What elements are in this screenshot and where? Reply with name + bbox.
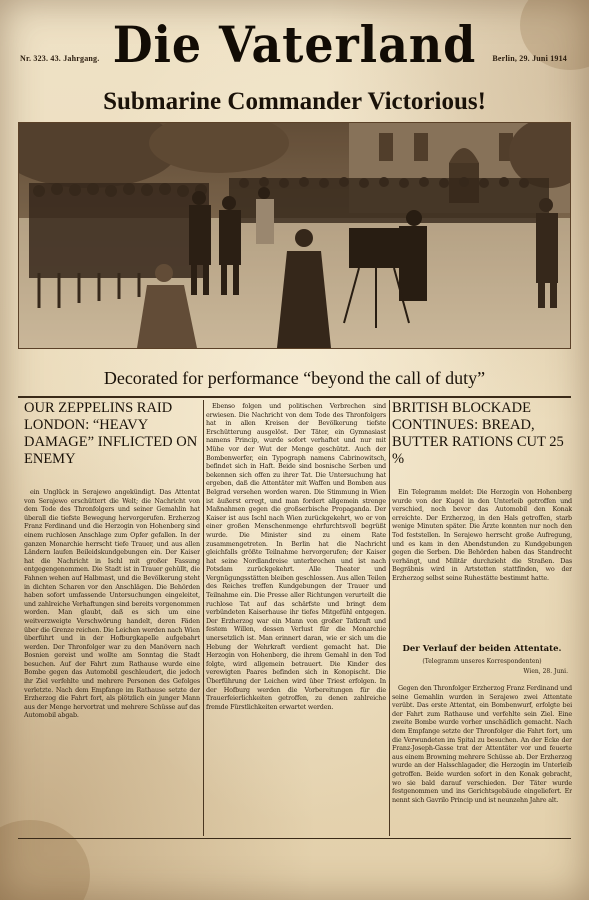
- issue-info: Nr. 323. 43. Jahrgang.: [20, 54, 100, 63]
- subhead-zeppelins: OUR ZEPPELINS RAID LONDON: “HEAVY DAMAGE” INFLICTED ON ENEMY: [24, 400, 198, 467]
- photo-illustration: [19, 123, 570, 348]
- article-column-3-lower: [392, 684, 572, 836]
- subhead-blockade: BRITISH BLOCKADE CONTINUES: BREAD, BUTTER RATIONS CUT 25 %: [392, 400, 564, 467]
- column-divider: [203, 400, 204, 836]
- masthead: [0, 14, 589, 80]
- column-divider: [389, 400, 390, 836]
- main-headline: Submarine Commander Victorious!: [103, 88, 486, 115]
- article-text: ein Unglück in Serajewo angekündigt. Das Attentat von Serajewo erschüttert die Welt; die Nachricht von dem Tode des Thronfolgers und seiner Gemahlin hat überall die tiefste Bewegung hervorgerufen. Erzherzog Franz Ferdinand und die Herzogin von Hohenberg sind einem ruchlosen Anschlage zum Opfer gefallen. In der ganzen Monarchie herrscht tiefe Trauer, und aus allen Ländern laufen Beileidskundgebungen ein. Der Kaiser hat die Nachricht in Ischl mit großer Fassung entgegengenommen. Die Stadt ist in Trauer gehüllt, die Fahnen wehen auf Halbmast, und die Bevölkerung steht in dichten Scharen vor den Anschlägen. Die Behörden haben sofort umfassende Untersuchungen eingeleitet, und zahlreiche Verhaftungen sind bereits vorgenommen worden. Man glaubt, daß es sich um eine weitverzweigte Verschwörung handelt, deren Fäden über die Grenze reichen. Die Leichen werden nach Wien überführt und in der Hofburgkapelle aufgebahrt werden. Der Thronfolger war zu den Manövern nach Bosnien gereist und wollte am Sonntag die Stadt besuchen. Auf der Fahrt zum Rathause wurde eine Bombe gegen das Automobil geschleudert, die jedoch ihr Ziel verfehlte und mehrere Personen des Gefolges verletzte. Nach dem Empfange im Rathause setzte der Erzherzog die Fahrt fort, als plötzlich ein junger Mann aus der Menge hervortrat und mehrere Schüsse auf das Automobil abgab.: [24, 488, 200, 720]
- article-column-2: [206, 402, 386, 836]
- section-divider: [18, 396, 571, 398]
- bottom-rule: [18, 838, 571, 839]
- article-text: Gegen den Thronfolger Erzherzog Franz Ferdinand und seine Gemahlin wurden in Serajewo zwei Attentate verübt. Das erste Attentat, ein Bombenwurf, erfolgte bei der Fahrt zum Rathause und verfehlte sein Ziel. Eine zweite Bombe wurde vorher unschädlich gemacht. Nach dem Empfange setzte der Thronfolger die Fahrt fort, um die Verwundeten im Spital zu besuchen. An der Ecke der Franz-Joseph-Gasse trat der Attentäter vor und feuerte aus einem Browning mehrere Schüsse ab. Der Erzherzog wurde an der Halsschlagader, die Herzogin im Unterleib getroffen. Beide wurden sofort in den Konak gebracht, wo sie bald darauf verschieden. Der Täter wurde festgenommen und ins Gerichtsgebäude eingeliefert. Er nennt sich Gavrilo Princip und ist neunzehn Jahre alt.: [392, 684, 572, 804]
- lead-photo: [18, 122, 571, 349]
- article-column-3: [392, 488, 572, 636]
- article-column-1: [24, 488, 200, 836]
- article-text: Ein Telegramm meldet: Die Herzogin von Hohenberg wurde von der Kugel in den Unterleib getroffen und verschied, noch bevor das Automobil den Konak erreichte. Der Erzherzog, in den Hals getroffen, starb wenige Minuten später. Die Ärzte konnten nur noch den Tod feststellen. In Serajewo herrscht große Aufregung, und es kam in den Abendstunden zu Kundgebungen gegen die Serben. Die Behörden haben das Standrecht verhängt, und Militär durchzieht die Straßen. Das Begräbnis wird in Artstetten stattfinden, wo der Erzherzog selbst seine Ruhestätte bestimmt hatte.: [392, 488, 572, 582]
- date-info: Berlin, 29. Juni 1914: [492, 54, 567, 63]
- article-dateline: Wien, 28. Juni.: [523, 668, 568, 675]
- photo-caption: Decorated for performance “beyond the call of duty”: [103, 368, 486, 388]
- newspaper-title: Die Vaterland: [112, 15, 477, 74]
- article-text: Ebenso folgen und politischen Verbrechen sind erwiesen. Die Nachricht von dem Tode des Thronfolgers hat in allen Kreisen der Bevölkerung tiefste Erschütterung ausgelöst. Der Täter, ein Gymnasiast namens Princip, wurde sofort verhaftet und nur mit Mühe vor der Wut der Menge geschützt. Auch der Bombenwerfer, ein Typograph namens Cabrinowitsch, befindet sich in Haft. Beide sind bosnische Serben und bekennen sich offen zu ihrer Tat. Die Untersuchung hat ergeben, daß die Attentäter mit Waffen und Bomben aus Belgrad versehen worden waren. Die Stimmung in Wien ist äußerst erregt, und man fordert allgemein strenge Maßnahmen gegen die großserbische Propaganda. Der Kaiser ist aus Ischl nach Wien zurückgekehrt, wo er von einer großen Menschenmenge ehrfurchtsvoll begrüßt wurde. Die Minister sind zu einem Rate zusammengetreten. In Berlin hat die Nachricht gleichfalls größte Teilnahme hervorgerufen; der Kaiser hat seine Nordlandreise unterbrochen und ist nach Potsdam zurückgekehrt. Alle Theater und Vergnügungsstätten bleiben geschlossen. Aus allen Teilen des Reiches treffen Kundgebungen der Trauer und Teilnahme ein. Die Presse aller Richtungen verurteilt die ruchlose Tat auf das schärfste und bringt dem verbündeten Kaiserhause ihr tiefes Mitgefühl entgegen. Der Erzherzog war ein Mann von großer Tatkraft und festem Willen, dessen Verlust für die Monarchie unersetzlich ist. Man erinnert daran, wie er sich um die Hebung der Wehrkraft verdient gemacht hat. Die Herzogin von Hohenberg, die ihrem Gemahl in den Tod folgte, wird allgemein betrauert. Die Kinder des verewigten Paares befinden sich in Konopischt. Die Überführung der Leichen wird über Triest erfolgen. In der Hofburg werden die Vorbereitungen für die Trauerfeierlichkeiten getroffen, zu denen zahlreiche fremde Fürstlichkeiten erwartet werden.: [206, 402, 386, 711]
- article-subtitle: (Telegramm unseres Korrespondenten): [422, 658, 542, 665]
- article-title: Der Verlauf der beiden Attentate.: [402, 644, 562, 654]
